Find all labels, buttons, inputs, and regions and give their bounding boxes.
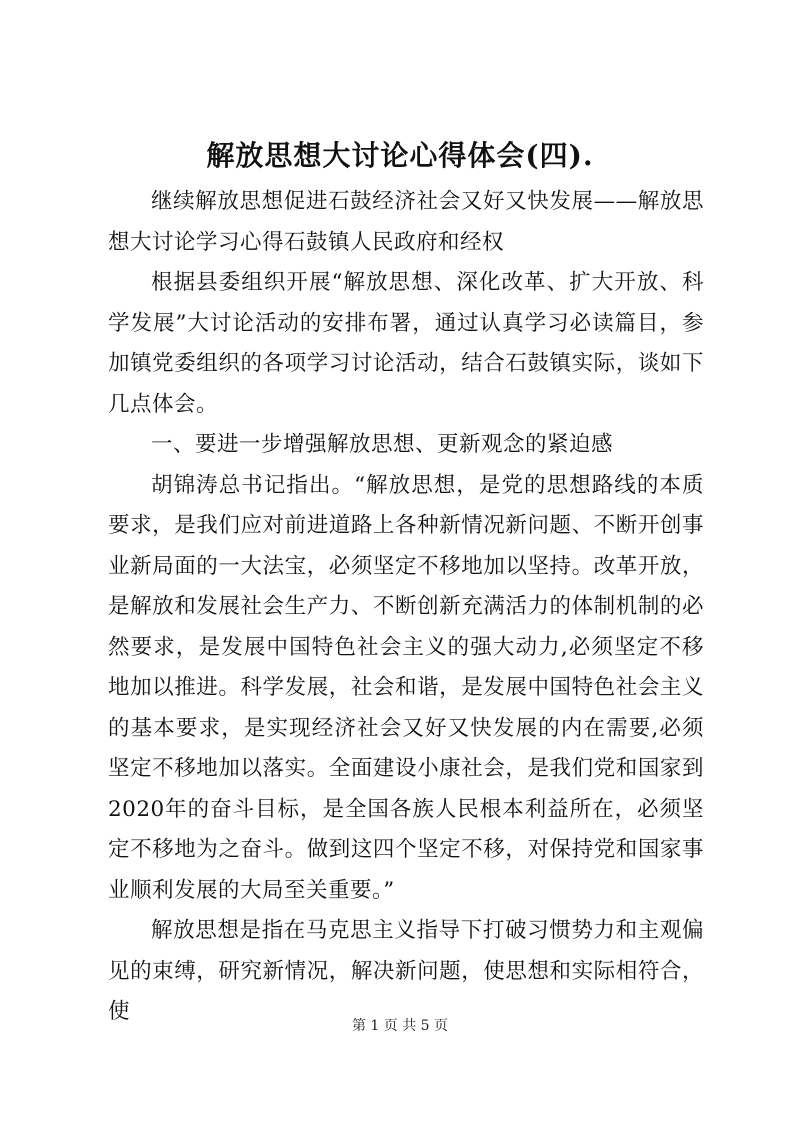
paragraph-definition: 解放思想是指在马克思主义指导下打破习惯势力和主观偏见的束缚，研究新情况，解决新问题，使思想和实际相符合，使 [108,918,704,1024]
paragraph-intro-title: 继续解放思想促进石鼓经济社会又好又快发展——解放思想大讨论学习心得石鼓镇人民政府和经权 [108,189,704,255]
document-title: 解放思想大讨论心得体会(四). [206,139,594,172]
page-number-footer: 第 1 页 共 5 页 [351,1018,449,1034]
document-body [108,182,704,1033]
paragraph-quote: 胡锦涛总书记指出。“解放思想，是党的思想路线的本质要求，是我们应对前进道路上各种新情况新问题、不断开创事业新局面的一大法宝，必须坚定不移地加以坚持。改革开放，是解放和发展社会生产力、不断创新充满活力的体制机制的必然要求，是发展中国特色社会主义的强大动力,必须坚定不移地加以推进。科学发展，社会和谐，是发展中国特色社会主义的基本要求，是实现经济社会又好又快发展的内在需要,必须坚定不移地加以落实。全面建设小康社会，是我们党和国家到2020年的奋斗目标，是全国各族人民根本利益所在，必须坚定不移地为之奋斗。做到这四个坚定不移，对保持党和国家事业顺利发展的大局至关重要。” [108,472,704,903]
section-heading-1: 一、要进一步增强解放思想、更新观念的紧迫感 [151,432,614,457]
paragraph-background: 根据县委组织开展“解放思想、深化改革、扩大开放、科学发展”大讨论活动的安排布署，通过认真学习必读篇目，参加镇党委组织的各项学习讨论活动，结合石鼓镇实际，谈如下几点体会。 [108,270,704,417]
